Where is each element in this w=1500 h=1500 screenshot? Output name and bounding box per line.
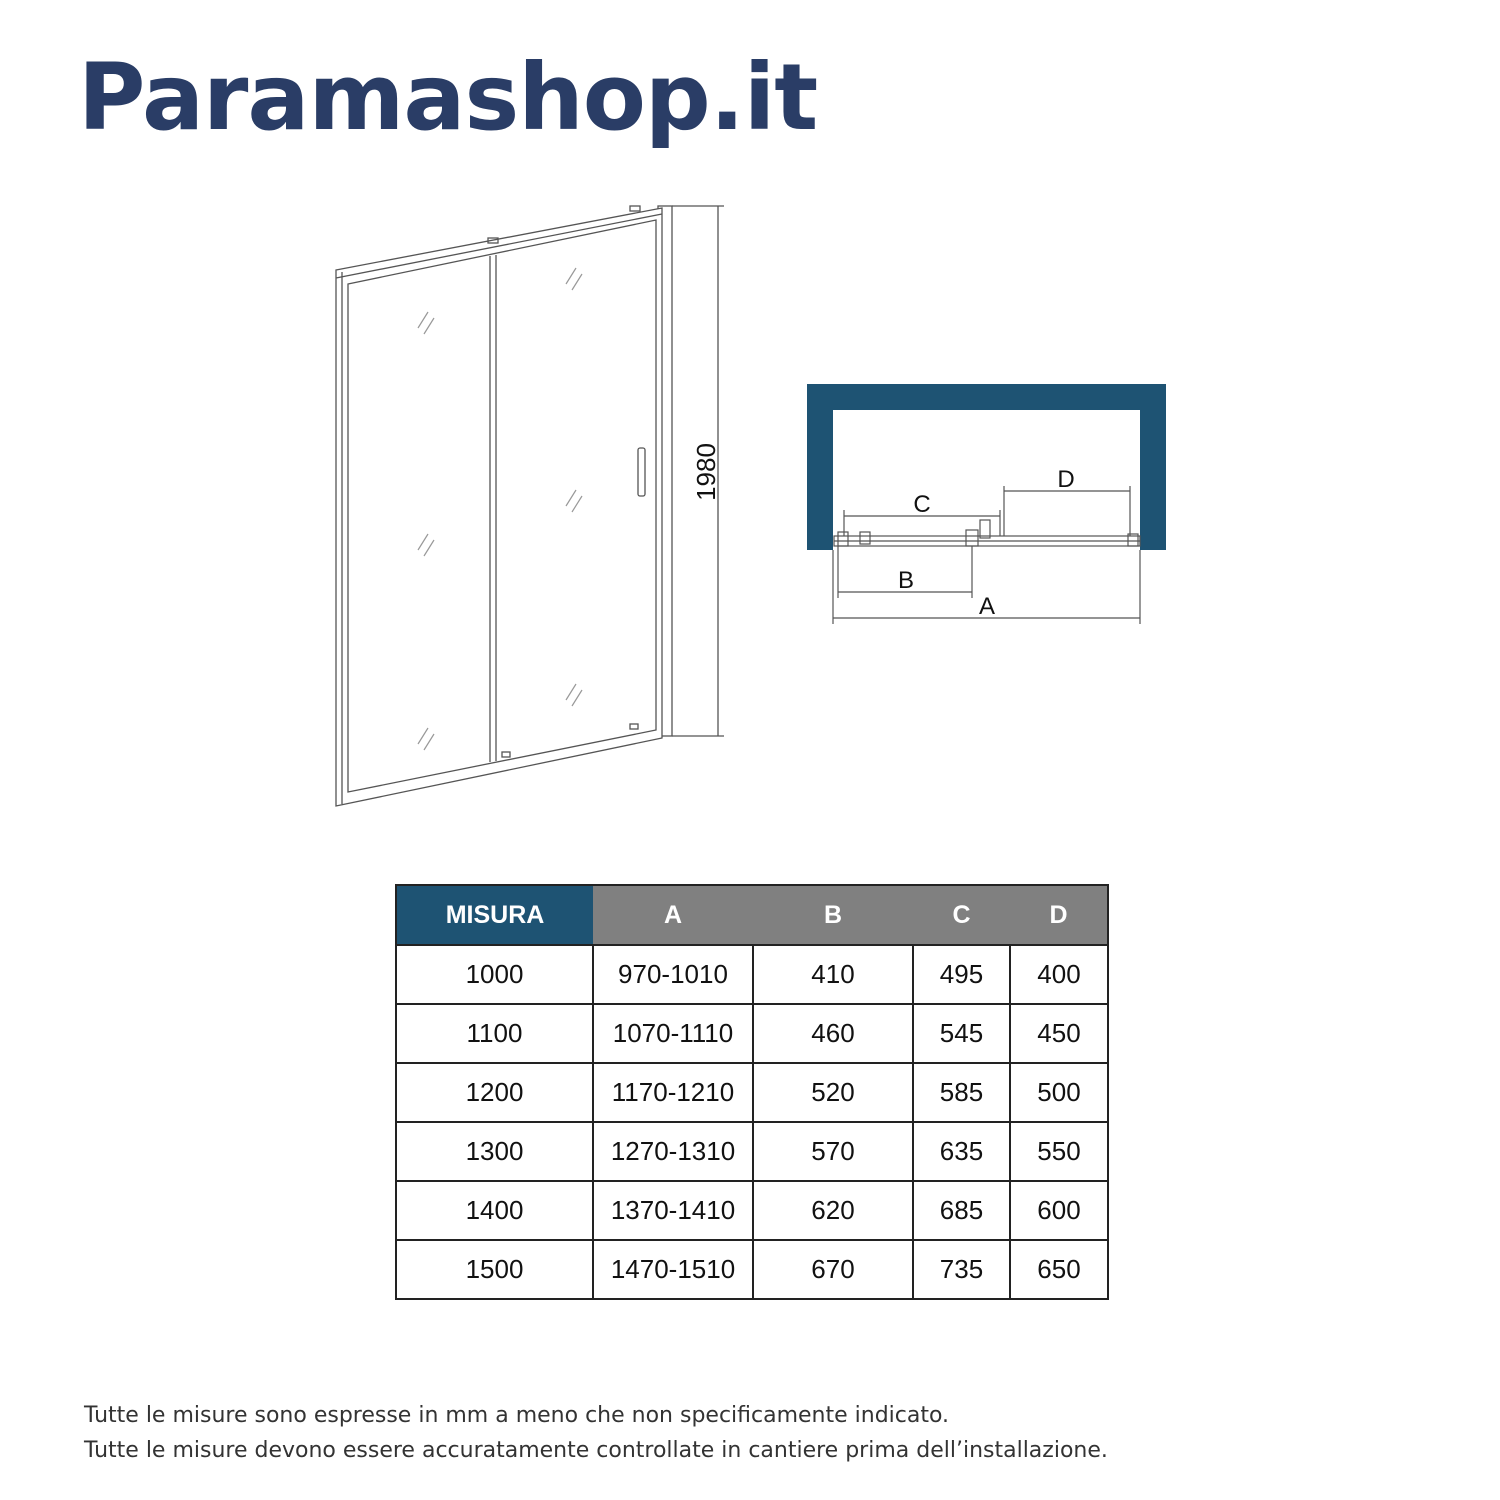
cell-b: 410 (753, 945, 913, 1004)
table-row (396, 1240, 1108, 1299)
cell-misura: 1000 (396, 945, 593, 1004)
door-elevation-drawing (300, 180, 760, 830)
header-misura: MISURA (396, 885, 593, 945)
cell-a: 1270-1310 (593, 1122, 753, 1181)
cell-b: 620 (753, 1181, 913, 1240)
table-row (396, 945, 1108, 1004)
cell-a: 1170-1210 (593, 1063, 753, 1122)
header-a: A (593, 885, 753, 945)
label-b: B (897, 567, 915, 594)
plan-view-drawing (790, 370, 1190, 640)
cell-b: 670 (753, 1240, 913, 1299)
table-row (396, 1181, 1108, 1240)
label-c: C (913, 491, 931, 518)
table-header-row (396, 885, 1108, 945)
cell-d: 500 (1010, 1063, 1108, 1122)
size-table (395, 884, 1109, 1300)
brand-logo: Paramashop.it (78, 44, 818, 151)
note-site-verification: Tutte le misure devono essere accuratamente controllate in cantiere prima dell’installazione. (84, 1438, 1108, 1463)
cell-d: 650 (1010, 1240, 1108, 1299)
roller-top-2 (630, 206, 640, 211)
table-row (396, 1004, 1108, 1063)
note-measurement-units: Tutte le misure sono espresse in mm a meno che non specificamente indicato. (84, 1403, 950, 1428)
cell-misura: 1300 (396, 1122, 593, 1181)
cell-c: 685 (913, 1181, 1010, 1240)
label-a: A (978, 593, 996, 620)
table-row (396, 1122, 1108, 1181)
table-row (396, 1063, 1108, 1122)
cell-d: 550 (1010, 1122, 1108, 1181)
cell-d: 600 (1010, 1181, 1108, 1240)
cell-a: 1470-1510 (593, 1240, 753, 1299)
cell-a: 1070-1110 (593, 1004, 753, 1063)
wall-outline (807, 384, 1166, 550)
header-b: B (753, 885, 913, 945)
label-d: D (1057, 466, 1075, 493)
cell-misura: 1500 (396, 1240, 593, 1299)
cell-c: 545 (913, 1004, 1010, 1063)
cell-b: 520 (753, 1063, 913, 1122)
cell-misura: 1200 (396, 1063, 593, 1122)
header-c: C (913, 885, 1010, 945)
cell-misura: 1100 (396, 1004, 593, 1063)
cell-c: 735 (913, 1240, 1010, 1299)
header-d: D (1010, 885, 1108, 945)
height-label: 1980 (691, 443, 721, 501)
cell-b: 570 (753, 1122, 913, 1181)
cell-d: 450 (1010, 1004, 1108, 1063)
door-outer-frame (336, 208, 662, 806)
cell-c: 635 (913, 1122, 1010, 1181)
cell-c: 585 (913, 1063, 1010, 1122)
cell-d: 400 (1010, 945, 1108, 1004)
cell-a: 970-1010 (593, 945, 753, 1004)
cell-a: 1370-1410 (593, 1181, 753, 1240)
cell-b: 460 (753, 1004, 913, 1063)
cell-c: 495 (913, 945, 1010, 1004)
cell-misura: 1400 (396, 1181, 593, 1240)
